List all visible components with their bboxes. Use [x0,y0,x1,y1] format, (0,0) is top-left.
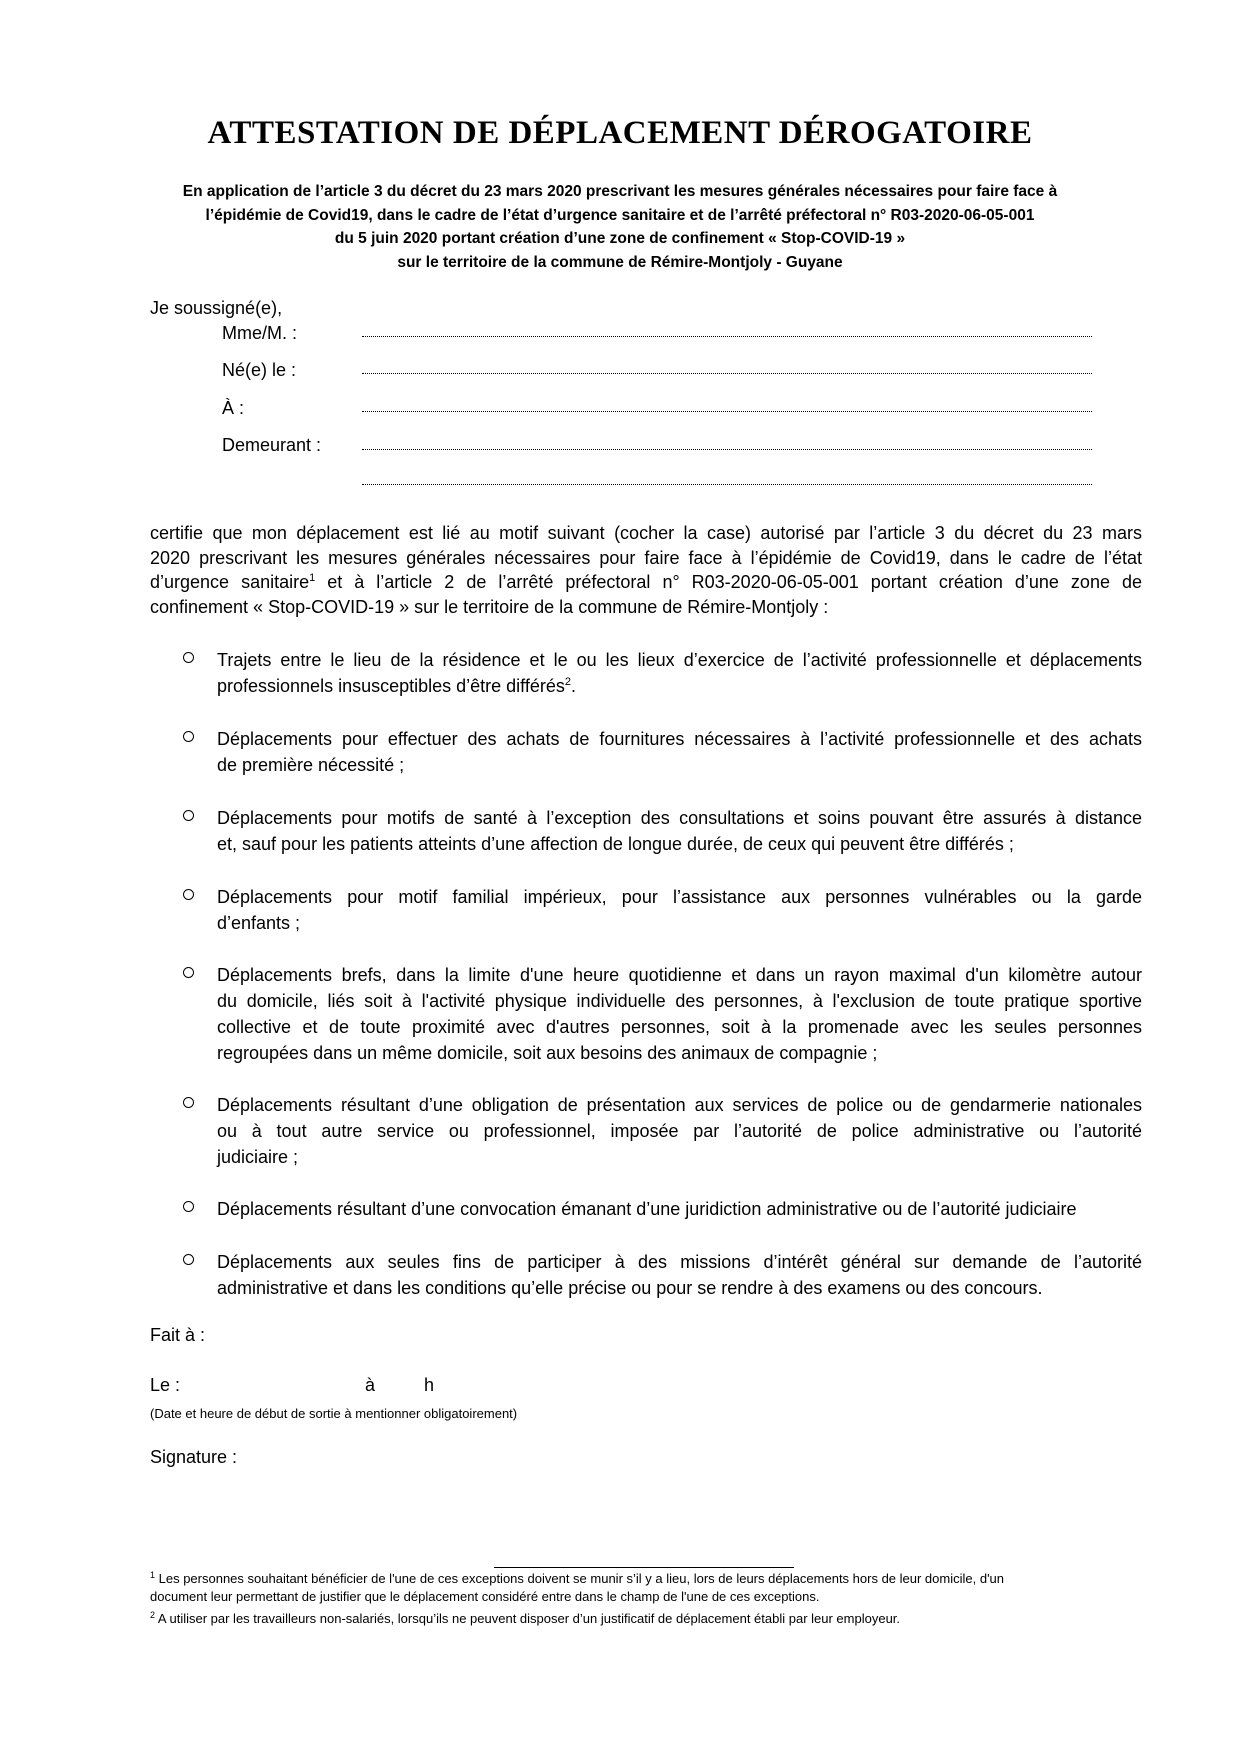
signature-label: Signature : [150,1447,238,1467]
option-text [217,962,1142,1066]
option-line: de première nécessité ; [217,755,405,775]
option-line [217,673,1142,699]
footnote-divider [494,1567,794,1568]
option-line: Déplacements pour motif familial impérieux, pour l’assistance aux personnes vulnérables ou la garde [217,887,1142,907]
radio-button[interactable] [183,652,194,663]
footnote-2 [150,1610,1140,1628]
date-time-note: (Date et heure de début de sortie à mentionner obligatoirement) [150,1406,518,1421]
intro-line: du 5 juin 2020 portant création d’une zone de confinement « Stop-COVID-19 » [334,230,906,247]
option-text [217,1092,1142,1170]
option-line: regroupées dans un même domicile, soit aux besoins des animaux de compagnie ; [217,1043,878,1063]
footnote-text: Les personnes souhaitant bénéficier de l'une de ces exceptions doivent se munir s’il y a lieu, lors de leurs déplacements hors de leur domicile, d'un [155,1571,1005,1586]
option-line: du domicile, liés soit à l'activité physique individuelle des personnes, à l'exclusion de toute pratique sportive [217,991,1142,1011]
option-line: Déplacements pour motifs de santé à l’exception des consultations et soins pouvant être assurés à distance [217,808,1142,828]
intro-line: sur le territoire de la commune de Rémire-Montjoly - Guyane [397,253,843,271]
certify-line: confinement « Stop-COVID-19 » sur le territoire de la commune de Rémire-Montjoly : [150,596,829,617]
intro-line: l’épidémie de Covid19, dans le cadre de l’état d’urgence sanitaire et de l’arrêté préfectoral n° R03-2020-06-05-001 [205,206,1035,224]
option-line: Déplacements aux seules fins de participer à des missions d’intérêt général sur demande de l’autorité [217,1252,1142,1272]
intro-line: En application de l’article 3 du décret du 23 mars 2020 prescrivant les mesures générales nécessaires pour faire face à [182,183,1058,200]
birth-place-label: À : [222,398,245,418]
footnote-number: 2 [150,1610,156,1620]
footnote-line [150,1610,1140,1628]
birth-date-label: Né(e) le : [222,360,297,380]
fait-a-label: Fait à : [150,1325,206,1345]
radio-button[interactable] [183,967,194,978]
option-text [217,1196,1142,1222]
certification-paragraph [150,521,1142,619]
footnote-ref: 2 [564,676,571,688]
option-line: Déplacements brefs, dans la limite d'une heure quotidienne et dans un rayon maximal d'un kilomètre autour [217,965,1142,985]
address-field-line-2[interactable] [362,484,1092,485]
option-line: Déplacements résultant d’une convocation émanant d’une juridiction administrative ou de l’autorité judiciaire [217,1199,1077,1219]
certify-text: et à l’article 2 de l’arrêté préfectoral n° R03-2020-06-05-001 portant création d’une zone de [315,572,1142,592]
footnote-text: A utiliser par les travailleurs non-salariés, lorsqu’ils ne peuvent disposer d’un justificatif de déplacement établi par leur employeur. [155,1611,901,1626]
option-text [217,1249,1142,1301]
option-text-part: professionnels insusceptibles d’être différés [217,676,565,696]
option-text [217,884,1142,936]
footnote-line: document leur permettant de justifier que le déplacement considéré entre dans le champ de l'une de ces exceptions. [150,1589,820,1604]
certify-text: d’urgence sanitaire [150,572,310,592]
soussigne-label: Je soussigné(e), [150,298,283,318]
address-field-line-1[interactable] [362,449,1092,450]
footnote-line [150,1570,1140,1588]
birth-date-field[interactable] [362,373,1092,374]
option-line: Déplacements résultant d’une obligation de présentation aux services de police ou de gendarmerie nationales [217,1095,1142,1115]
radio-button[interactable] [183,1254,194,1265]
certify-line [150,570,1142,595]
name-label: Mme/M. : [222,323,297,343]
option-line: et, sauf pour les patients atteints d’une affection de longue durée, de ceux qui peuvent être différés ; [217,834,1014,854]
footnote-number: 1 [150,1570,156,1580]
option-line: ou à tout autre service ou professionnel, imposée par l’autorité de police administrative ou l’autorité [217,1121,1142,1141]
footnote-1 [150,1570,1140,1606]
certify-line: certifie que mon déplacement est lié au motif suivant (cocher la case) autorisé par l’article 3 du décret du 23 mars [150,523,1142,543]
option-text-part: . [571,676,577,696]
document-title: ATTESTATION DE DÉPLACEMENT DÉROGATOIRE [207,115,1033,151]
time-a-label: à [365,1375,376,1395]
option-text [217,726,1142,778]
option-line: d’enfants ; [217,913,301,933]
option-line: judiciaire ; [217,1147,299,1167]
certify-line: 2020 prescrivant les mesures générales nécessaires pour faire face à l’épidémie de Covid19, dans le cadre de l’état [150,547,1142,568]
footnote-ref: 1 [309,572,316,584]
time-h-label: h [424,1375,435,1395]
address-label: Demeurant : [222,435,322,455]
radio-button[interactable] [183,889,194,900]
option-line: administrative et dans les conditions qu’elle précise ou pour se rendre à des examens ou des concours. [217,1278,1043,1298]
birth-place-field[interactable] [362,411,1092,412]
radio-button[interactable] [183,810,194,821]
option-line: Déplacements pour effectuer des achats de fournitures nécessaires à l’activité professionnelle et des achats [217,729,1142,749]
radio-button[interactable] [183,731,194,742]
radio-button[interactable] [183,1097,194,1108]
option-text [217,647,1142,699]
date-label: Le : [150,1375,181,1395]
option-text [217,805,1142,857]
option-line: collective et de toute proximité avec d'autres personnes, soit à la promenade avec les seules personnes [217,1017,1142,1037]
name-field[interactable] [362,336,1092,337]
option-line: Trajets entre le lieu de la résidence et le ou les lieux d’exercice de l’activité professionnelle et déplacements [217,650,1142,670]
legal-intro [150,180,1090,274]
radio-button[interactable] [183,1201,194,1212]
